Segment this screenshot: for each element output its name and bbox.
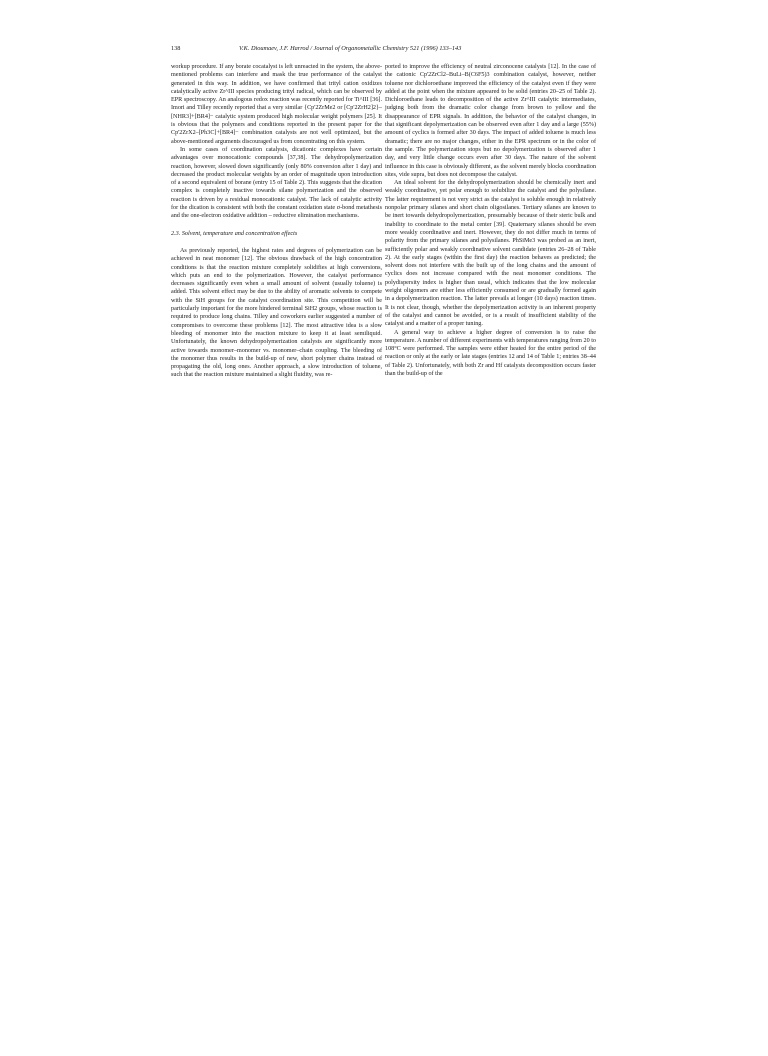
body-paragraph: ported to improve the efficiency of neutral zirconocene catalysts [12]. In the case of the cationic Cp'2ZrCl2–BuLi–B(C6F5)3 combination catalyst, however, neither toluene nor dichloroethane improved the efficiency of the catalyst even if they were added at the point when the mixture appeared to be solid (entries 20–25 of Table 2). Dichloroethane leads to decomposition of the active Zr^III catalytic intermediates, judging both from the dramatic color change from brown to yellow and the disappearance of EPR signals. In addition, the behavior of the catalyst changes, in that significant depolymerization can be observed even after 1 day and a large (55%) amount of cyclics is formed after 30 days. The impact of added toluene is much less dramatic; there are no major changes, either in the EPR spectrum or in the color of the sample. The polymerization stops but no depolymerization is observed after 1 day, and very little change occurs even after 30 days. The nature of the solvent influence in this case is obviously different, as the solvent merely blocks coordination sites, vide supra, but does not decompose the catalyst.	[385, 64, 596, 178]
section-heading: 2.3. Solvent, temperature and concentration effects	[171, 229, 298, 237]
body-paragraph: In some cases of coordination catalysis, dicationic complexes have certain advantages over monocationic compounds [37,38]. The dehydropolymerization reaction, however, slowed down significantly (only 80% conversion after 1 day) and decreased the product molecular weights by an order of magnitude upon introduction of a second equivalent of borane (entry 15 of Table 2). This suggests that the dication complex is completely inactive towards silane polymerization and the observed reaction is driven by a residual monocationic catalyst. The lack of catalytic activity for the dication is consistent with both the constant oxidation state σ-bond metathesis and the one-electron oxidative addition – reductive elimination mechanisms.	[171, 146, 382, 220]
page-number: 138	[171, 45, 181, 52]
body-paragraph: A general way to achieve a higher degree of conversion is to raise the temperature. A number of different experiments with temperatures ranging from 20 to 108°C were performed. The samples were either heated for the entire period of the reaction or only at the early or late stages (entries 12 and 14 of Table 1; entries 38–44 of Table 2). Unfortunately, with both Zr and Hf catalysts decomposition occurs faster than the build-up of the	[385, 329, 596, 377]
body-paragraph: An ideal solvent for the dehydropolymerization should be chemically inert and weakly coordinative, yet polar enough to solubilize the catalyst and the polysilane. The latter requirement is not very strict as the catalyst is soluble enough in relatively nonpolar primary silanes and short chain oligosilanes. Tertiary silanes are known to be inert towards dehydropolymerization, presumably because of their steric bulk and inability to coordinate to the metal center [39]. Quaternary silanes should be even more weakly coordinative and inert. However, they do not differ much in terms of polarity from the primary silanes and polysilanes. PhSiMe3 was probed as an inert, sufficiently polar and weakly coordinative solvent candidate (entries 26–28 of Table 2). At the early stages (within the first day) the reaction behaves as predicted; the solvent does not interfere with the built up of the long chains and the amount of cyclics does not increase compared with the neat monomer conditions. The polydispersity index is higher than usual, which indicates that the low molecular weight oligomers are either less efficiently consumed or are gradually formed again in a depolymerization reaction. The latter prevails at longer (10 days) reaction times. It is not clear, though, whether the depolymerization activity is an inherent property of the catalyst and cannot be avoided, or is a result of insufficient stability of the catalyst and a matter of a proper tuning.	[385, 180, 596, 328]
body-paragraph: workup procedure. If any borate cocatalyst is left unreacted in the system, the above-mentioned problems can interfere and mask the true performance of the catalyst generated in this way. In addition, we have confirmed that trityl cation oxidizes catalytically active Zr^III species producing trityl radical, which can be observed by EPR spectroscopy. An analogous redox reaction was recently reported for Ti^III [36]. Imori and Tilley recently reported that a very similar {Cp'2ZrMe2 or [Cp'2ZrH2]2}–[NHR3]+[BR4]− catalytic system produced high molecular weight polymers [25]. It is obvious that the polymers and conditions reported in the present paper for the Cp'2ZrX2–[Ph3C]+[BR4]− combination catalysts are not well optimized, but the above-mentioned arguments discouraged us from concentrating on this system.	[171, 64, 382, 145]
running-header	[171, 43, 598, 55]
left-text-column	[171, 63, 382, 380]
journal-citation-line: V.K. Dioumaev, J.F. Harrod / Journal of Organometallic Chemistry 521 (1996) 133–143	[239, 45, 462, 52]
right-text-column	[385, 63, 596, 378]
body-paragraph: As previously reported, the highest rates and degrees of polymerization can be achieved in neat monomer [12]. The obvious drawback of the high concentration conditions is that the reaction mixture completely solidifies at high conversions, which puts an end to the polymerization. However, the catalyst performance decreases significantly even when a small amount of solvent (usually toluene) is added. This solvent effect may be due to the ability of aromatic solvents to compete with the SiH groups for the catalyst coordination site. This competition will be particularly important for the more hindered terminal SiH2 groups, whose reaction is required to produce long chains. Tilley and coworkers earlier suggested a number of compromises to overcome these problems [12]. The most attractive idea is a slow bleeding of monomer into the reaction mixture to keep it at least semiliquid. Unfortunately, the known dehydropolymerization catalysts are significantly more active towards monomer–monomer vs. monomer–chain coupling. The bleeding of the monomer thus results in the build-up of new, short polymer chains instead of propagating the old, long ones. Another approach, a slow introduction of toluene, such that the reaction mixture maintained a slight fluidity, was re-	[171, 247, 382, 379]
